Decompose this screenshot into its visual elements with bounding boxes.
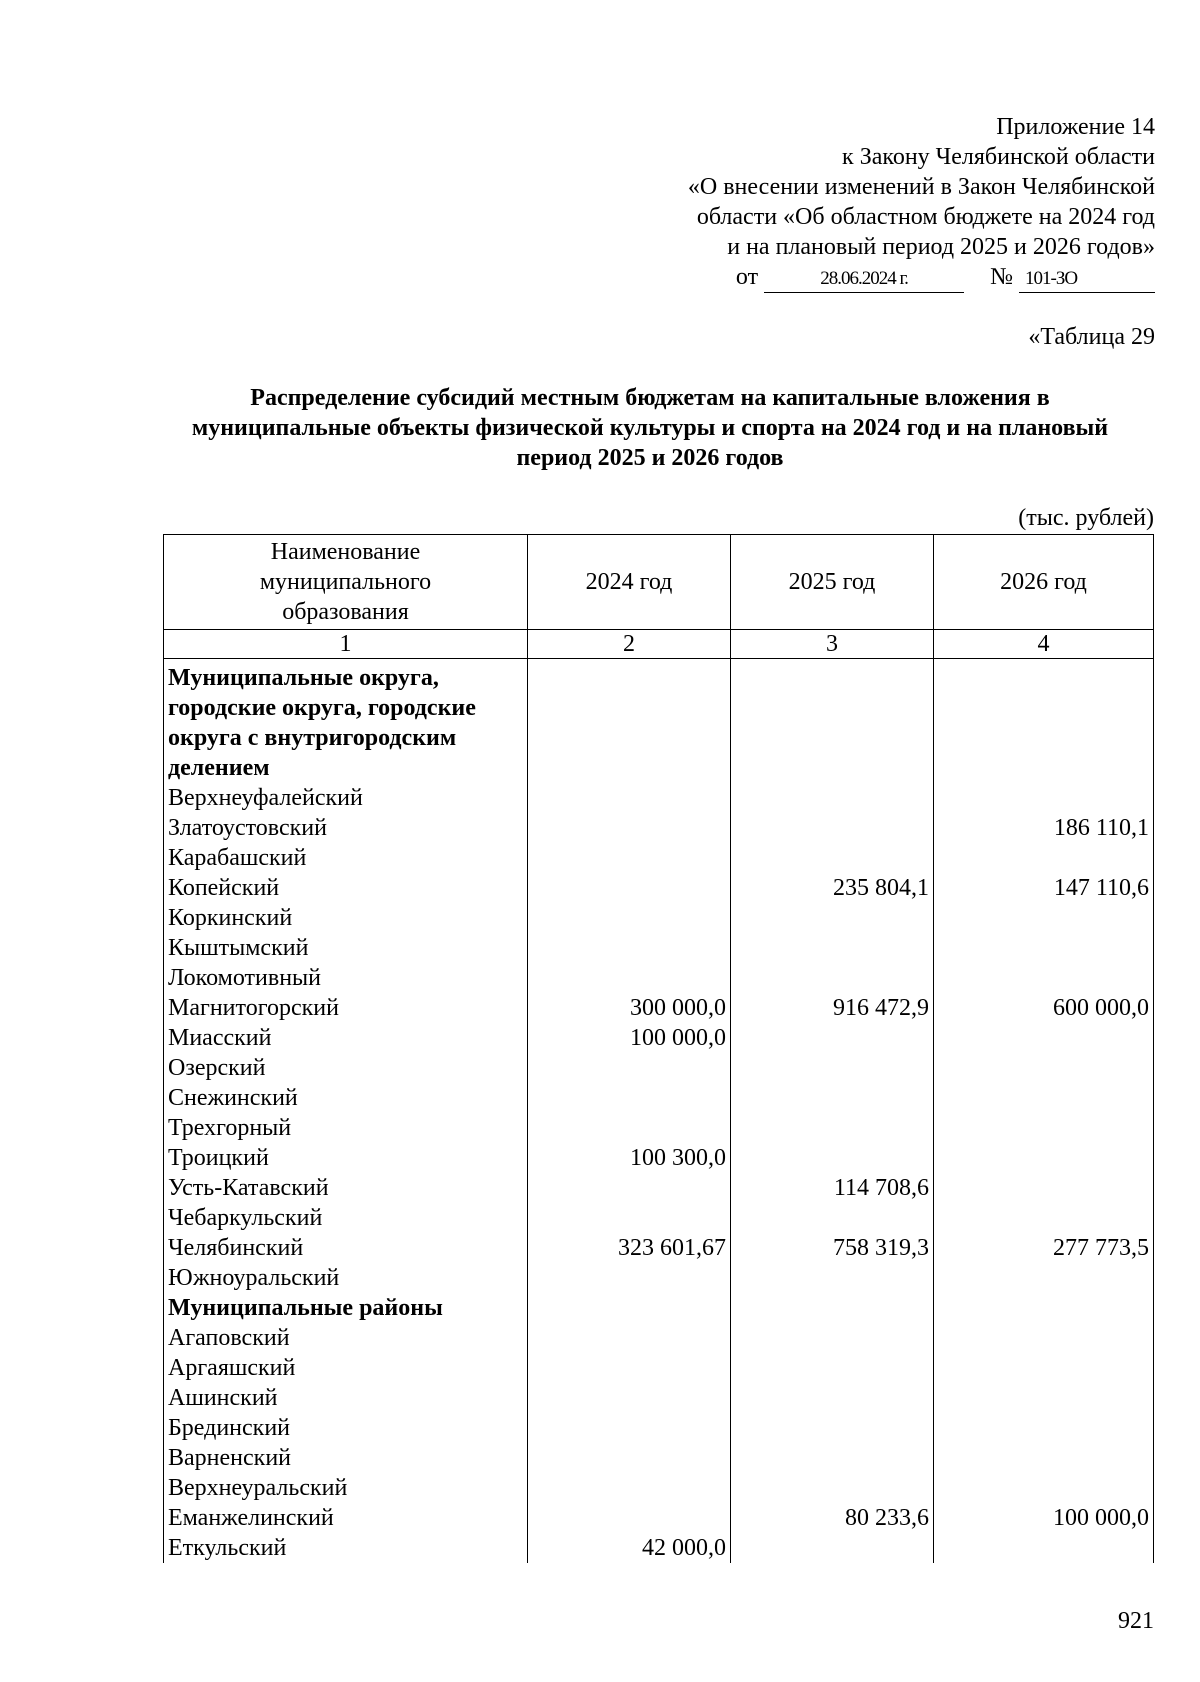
value-2025: 235 804,1	[731, 873, 934, 903]
row-name: Озерский	[164, 1053, 528, 1083]
row-name: Южноуральский	[164, 1263, 528, 1293]
row-name: Брединский	[164, 1413, 528, 1443]
value-2026	[934, 933, 1154, 963]
value-2025	[731, 659, 934, 784]
value-2024	[528, 903, 731, 933]
header-name: Наименование муниципального образования	[164, 535, 528, 630]
row-name: Верхнеуфалейский	[164, 783, 528, 813]
value-2024	[528, 1383, 731, 1413]
row-name: Локомотивный	[164, 963, 528, 993]
value-2026: 277 773,5	[934, 1233, 1154, 1263]
value-2024	[528, 1443, 731, 1473]
value-2024	[528, 1203, 731, 1233]
table-row	[164, 783, 1154, 813]
value-2024	[528, 783, 731, 813]
table-row	[164, 903, 1154, 933]
value-2025	[731, 813, 934, 843]
value-2024	[528, 1353, 731, 1383]
number-prefix: №	[990, 264, 1013, 290]
value-2025	[731, 1053, 934, 1083]
column-number-2: 2	[528, 630, 731, 659]
header-2025: 2025 год	[731, 535, 934, 630]
value-2025	[731, 1293, 934, 1323]
value-2026	[934, 1383, 1154, 1413]
table-row	[164, 1143, 1154, 1173]
value-2026: 147 110,6	[934, 873, 1154, 903]
header-line-2: к Закону Челябинской области	[842, 144, 1155, 170]
row-name: Трехгорный	[164, 1113, 528, 1143]
document-title: Распределение субсидий местным бюджетам на капитальные вложения в муниципальные объекты физической культуры и спорта на 2024 год и на плановый период 2025 и 2026 годов	[191, 385, 1109, 471]
row-name: Коркинский	[164, 903, 528, 933]
column-number-3: 3	[731, 630, 934, 659]
column-number-1: 1	[164, 630, 528, 659]
table-row	[164, 1443, 1154, 1473]
value-2024	[528, 1173, 731, 1203]
table-row	[164, 963, 1154, 993]
table-label: «Таблица 29	[1028, 324, 1155, 350]
value-2024	[528, 873, 731, 903]
row-name: Аргаяшский	[164, 1353, 528, 1383]
value-2026	[934, 843, 1154, 873]
header-2024: 2024 год	[528, 535, 731, 630]
table-row	[164, 1263, 1154, 1293]
value-2025: 758 319,3	[731, 1233, 934, 1263]
table-row	[164, 1023, 1154, 1053]
row-name: Карабашский	[164, 843, 528, 873]
row-name: Агаповский	[164, 1323, 528, 1353]
table-row	[164, 1383, 1154, 1413]
table-row-group	[164, 659, 1154, 784]
value-2025	[731, 1083, 934, 1113]
value-2024: 300 000,0	[528, 993, 731, 1023]
value-2025	[731, 1413, 934, 1443]
header-line-4: области «Об областном бюджете на 2024 год	[696, 204, 1155, 230]
column-number-4: 4	[934, 630, 1154, 659]
value-2026	[934, 903, 1154, 933]
value-2025	[731, 1323, 934, 1353]
row-name: Муниципальные районы	[164, 1293, 528, 1323]
page-number: 921	[1118, 1608, 1154, 1634]
value-2025	[731, 1473, 934, 1503]
value-2025	[731, 1383, 934, 1413]
value-2026	[934, 1113, 1154, 1143]
table-row	[164, 1113, 1154, 1143]
table-row	[164, 1353, 1154, 1383]
value-2026	[934, 1293, 1154, 1323]
value-2024	[528, 1473, 731, 1503]
value-2025	[731, 1263, 934, 1293]
value-2025	[731, 1203, 934, 1233]
row-name: Златоустовский	[164, 813, 528, 843]
law-number: 101-ЗО	[1019, 266, 1155, 293]
table-row	[164, 813, 1154, 843]
value-2025: 80 233,6	[731, 1503, 934, 1533]
header-line-3: «О внесении изменений в Закон Челябинской	[687, 174, 1155, 200]
date-prefix: от	[735, 264, 759, 290]
value-2025	[731, 1353, 934, 1383]
units-label: (тыс. рублей)	[1018, 505, 1154, 531]
value-2024: 323 601,67	[528, 1233, 731, 1263]
row-name: Усть-Катавский	[164, 1173, 528, 1203]
value-2025	[731, 903, 934, 933]
value-2026	[934, 1443, 1154, 1473]
value-2026: 100 000,0	[934, 1503, 1154, 1533]
law-date: 28.06.2024 г.	[764, 266, 964, 293]
row-name: Магнитогорский	[164, 993, 528, 1023]
table-row	[164, 873, 1154, 903]
row-name: Копейский	[164, 873, 528, 903]
value-2025	[731, 1023, 934, 1053]
value-2024	[528, 933, 731, 963]
value-2025	[731, 1113, 934, 1143]
table-row	[164, 1413, 1154, 1443]
table-row-group	[164, 1293, 1154, 1323]
table-row	[164, 1053, 1154, 1083]
appendix-header	[515, 112, 1155, 293]
row-name: Ашинский	[164, 1383, 528, 1413]
value-2025	[731, 963, 934, 993]
value-2024	[528, 1503, 731, 1533]
row-name: Челябинский	[164, 1233, 528, 1263]
value-2026	[934, 1023, 1154, 1053]
value-2026	[934, 1473, 1154, 1503]
table-row	[164, 1233, 1154, 1263]
value-2024	[528, 1413, 731, 1443]
table-row	[164, 1503, 1154, 1533]
table-row	[164, 933, 1154, 963]
table-row	[164, 843, 1154, 873]
value-2026	[934, 1083, 1154, 1113]
value-2024	[528, 1293, 731, 1323]
row-name: Варненский	[164, 1443, 528, 1473]
value-2026	[934, 1533, 1154, 1563]
value-2026: 186 110,1	[934, 813, 1154, 843]
value-2024	[528, 659, 731, 784]
value-2026	[934, 1173, 1154, 1203]
value-2025: 114 708,6	[731, 1173, 934, 1203]
row-name: Муниципальные округа, городские округа, городские округа с внутригородским делением	[164, 659, 528, 784]
value-2025	[731, 843, 934, 873]
table-row	[164, 1323, 1154, 1353]
row-name: Еманжелинский	[164, 1503, 528, 1533]
header-line-5: и на плановый период 2025 и 2026 годов»	[727, 234, 1155, 260]
row-name: Чебаркульский	[164, 1203, 528, 1233]
value-2025: 916 472,9	[731, 993, 934, 1023]
value-2026	[934, 783, 1154, 813]
value-2024: 42 000,0	[528, 1533, 731, 1563]
value-2024	[528, 1323, 731, 1353]
table-row	[164, 993, 1154, 1023]
value-2026	[934, 1323, 1154, 1353]
value-2025	[731, 1143, 934, 1173]
value-2024	[528, 1053, 731, 1083]
value-2024	[528, 1113, 731, 1143]
value-2025	[731, 783, 934, 813]
value-2026	[934, 1053, 1154, 1083]
subsidy-table	[163, 534, 1153, 1563]
value-2025	[731, 1443, 934, 1473]
value-2024	[528, 843, 731, 873]
header-2026: 2026 год	[934, 535, 1154, 630]
value-2025	[731, 1533, 934, 1563]
header-date-line	[515, 262, 1155, 293]
table-header-row	[164, 535, 1154, 630]
value-2025	[731, 933, 934, 963]
table-row	[164, 1173, 1154, 1203]
value-2024	[528, 1083, 731, 1113]
value-2026	[934, 1263, 1154, 1293]
row-name: Троицкий	[164, 1143, 528, 1173]
value-2026	[934, 1353, 1154, 1383]
table-row	[164, 1083, 1154, 1113]
value-2026	[934, 1203, 1154, 1233]
value-2024	[528, 1263, 731, 1293]
row-name: Верхнеуральский	[164, 1473, 528, 1503]
value-2024	[528, 963, 731, 993]
value-2024	[528, 813, 731, 843]
value-2026	[934, 1413, 1154, 1443]
row-name: Кыштымский	[164, 933, 528, 963]
value-2026	[934, 963, 1154, 993]
row-name: Еткульский	[164, 1533, 528, 1563]
table-row	[164, 1473, 1154, 1503]
value-2024: 100 000,0	[528, 1023, 731, 1053]
value-2024: 100 300,0	[528, 1143, 731, 1173]
value-2026	[934, 1143, 1154, 1173]
header-line-1: Приложение 14	[996, 114, 1155, 140]
row-name: Миасский	[164, 1023, 528, 1053]
column-number-row	[164, 630, 1154, 659]
value-2026: 600 000,0	[934, 993, 1154, 1023]
row-name: Снежинский	[164, 1083, 528, 1113]
table-row	[164, 1203, 1154, 1233]
value-2026	[934, 659, 1154, 784]
table-row	[164, 1533, 1154, 1563]
